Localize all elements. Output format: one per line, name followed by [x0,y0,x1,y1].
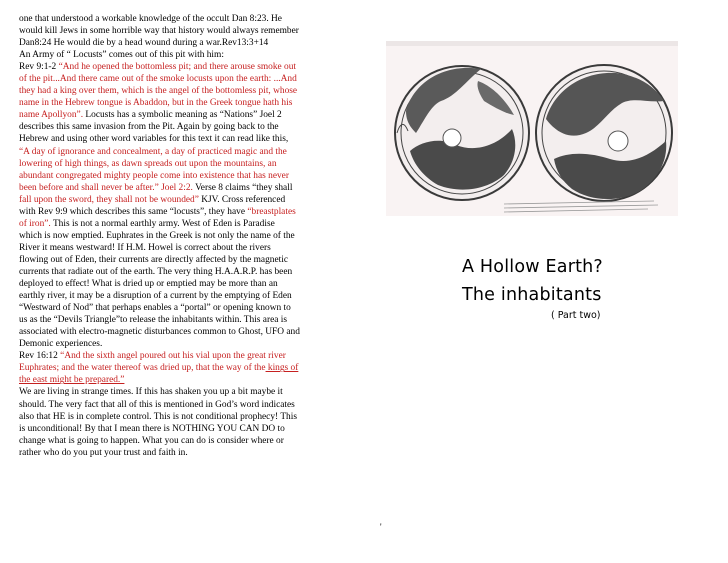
text-span: This is not a normal earthly army. West of Eden is Paradise [50,218,275,229]
scripture-quote-line: of the pit...And there came out of the smoke locusts upon the earth: ...And [19,74,297,85]
text-span: KJV. Cross referenced [198,194,286,205]
page-title-line-2: The inhabitants [462,285,602,305]
text-line: Hebrew and using other word variables for this text it can read like this, [19,134,289,145]
text-line: “Westward of Nod” that perhaps enables a “portal” or opening known to [19,303,291,314]
translated-quote-line: abundant congregated mighty people come into existence that has never [19,170,289,181]
scripture-quote: “breastplates [247,206,296,217]
text-line: We are living in strange times. If this has shaken you up a bit maybe it [19,387,283,398]
scripture-reference: Rev 9:1-2 [19,62,57,73]
text-line: flowing out of Eden, their currents are directly affected by the magnetic [19,254,288,265]
text-line: describes this same invasion from the Pit. Again by going back to the [19,122,279,133]
scripture-quote: Euphrates; and the water thereof was dried up, that the way of the [19,363,266,374]
text-line: change what is going to happen. What you can do is consider where or [19,435,284,446]
text-line: is unconditional! By that I mean there is NOTHING YOU CAN DO to [19,423,285,434]
page-title-line-1: A Hollow Earth? [462,257,603,277]
scripture-quote: name Apollyon”. [19,110,84,121]
translated-quote: been before and shall never be after.” Joel 2:2. [19,182,193,193]
fold-mark: ' [380,522,382,532]
underlined-quote: kings of [265,363,299,374]
text-span: Locusts has a symbolic meaning as “Nations” Joel 2 [83,110,282,121]
text-line [19,194,337,206]
text-line: which is now emptied. Euphrates in the Greek is not only the name of the [19,230,295,241]
text-line: currents that radiate out of the earth. The very thing H.A.A.R.P. has been [19,266,293,277]
text-line: us as the “Devils Triangle”to release the inhabitants within. This area is [19,315,287,326]
text-span: Verse 8 claims “they shall [192,182,293,193]
scripture-quote: fall upon the sword, they shall not be wounded” [19,194,199,205]
article-text-column [19,13,337,459]
text-line: Demonic experiences. [19,339,103,350]
text-line [19,109,337,121]
text-line: associated with electro-magnetic disturbances common to Ghost, UFO and [19,327,300,338]
scripture-quote: “And the sixth angel poured out his vial upon the great river [57,351,286,362]
text-line [19,206,337,218]
text-line: earthly river, it may be a disruption of a current by the emptying of Eden [19,291,292,302]
text-line: Dan8:24 He would die by a head wound during a war.Rev13:3+14 [19,38,269,49]
text-line [19,182,337,194]
text-line: rather who do you put your trust and faith in. [19,447,188,458]
text-line [19,362,337,374]
scripture-quote-line: they had a king over them, which is the angel of the bottomless pit, whose [19,86,298,97]
text-line: should. The very fact that all of this is mentioned in God’s word indicates [19,399,295,410]
scripture-quote-line: name in the Hebrew tongue is Abaddon, but in the Greek tongue hath his [19,98,293,109]
scripture-reference: Rev 16:12 [19,351,58,362]
underlined-quote-line: the east might be prepared.” [19,375,125,386]
translated-quote-line: lowering of high things, as dawn spreads out upon the mountains, an [19,158,277,169]
text-line [19,218,337,230]
scripture-quote: of iron”. [19,218,51,229]
text-line: An Army of “ Locusts” comes out of this pit with him: [19,50,224,61]
text-line [19,61,337,73]
scripture-quote: “And he opened the bottomless pit; and there arouse smoke out [56,62,297,73]
text-line: would kill Jews in some horrible way that history would always remember [19,26,299,37]
translated-quote-line: “A day of ignorance and concealment, a day of practiced magic and the [19,146,287,157]
hollow-earth-illustration [386,41,678,216]
figure-caption-scan [386,41,678,216]
part-subtitle: ( Part two) [551,310,601,321]
text-line: also that HE is in complete control. This is not conditional prophecy! This [19,411,297,422]
text-line: deployed to effect! What is dried up or emptied may be more than an [19,279,278,290]
text-line [19,350,337,362]
text-span: with Rev 9:9 which describes this same “locusts”, they have [19,206,248,217]
text-line: one that understood a workable knowledge of the occult Dan 8:23. He [19,14,282,24]
text-line: River it means westward! If H.M. Howel is correct about the rivers [19,242,271,253]
